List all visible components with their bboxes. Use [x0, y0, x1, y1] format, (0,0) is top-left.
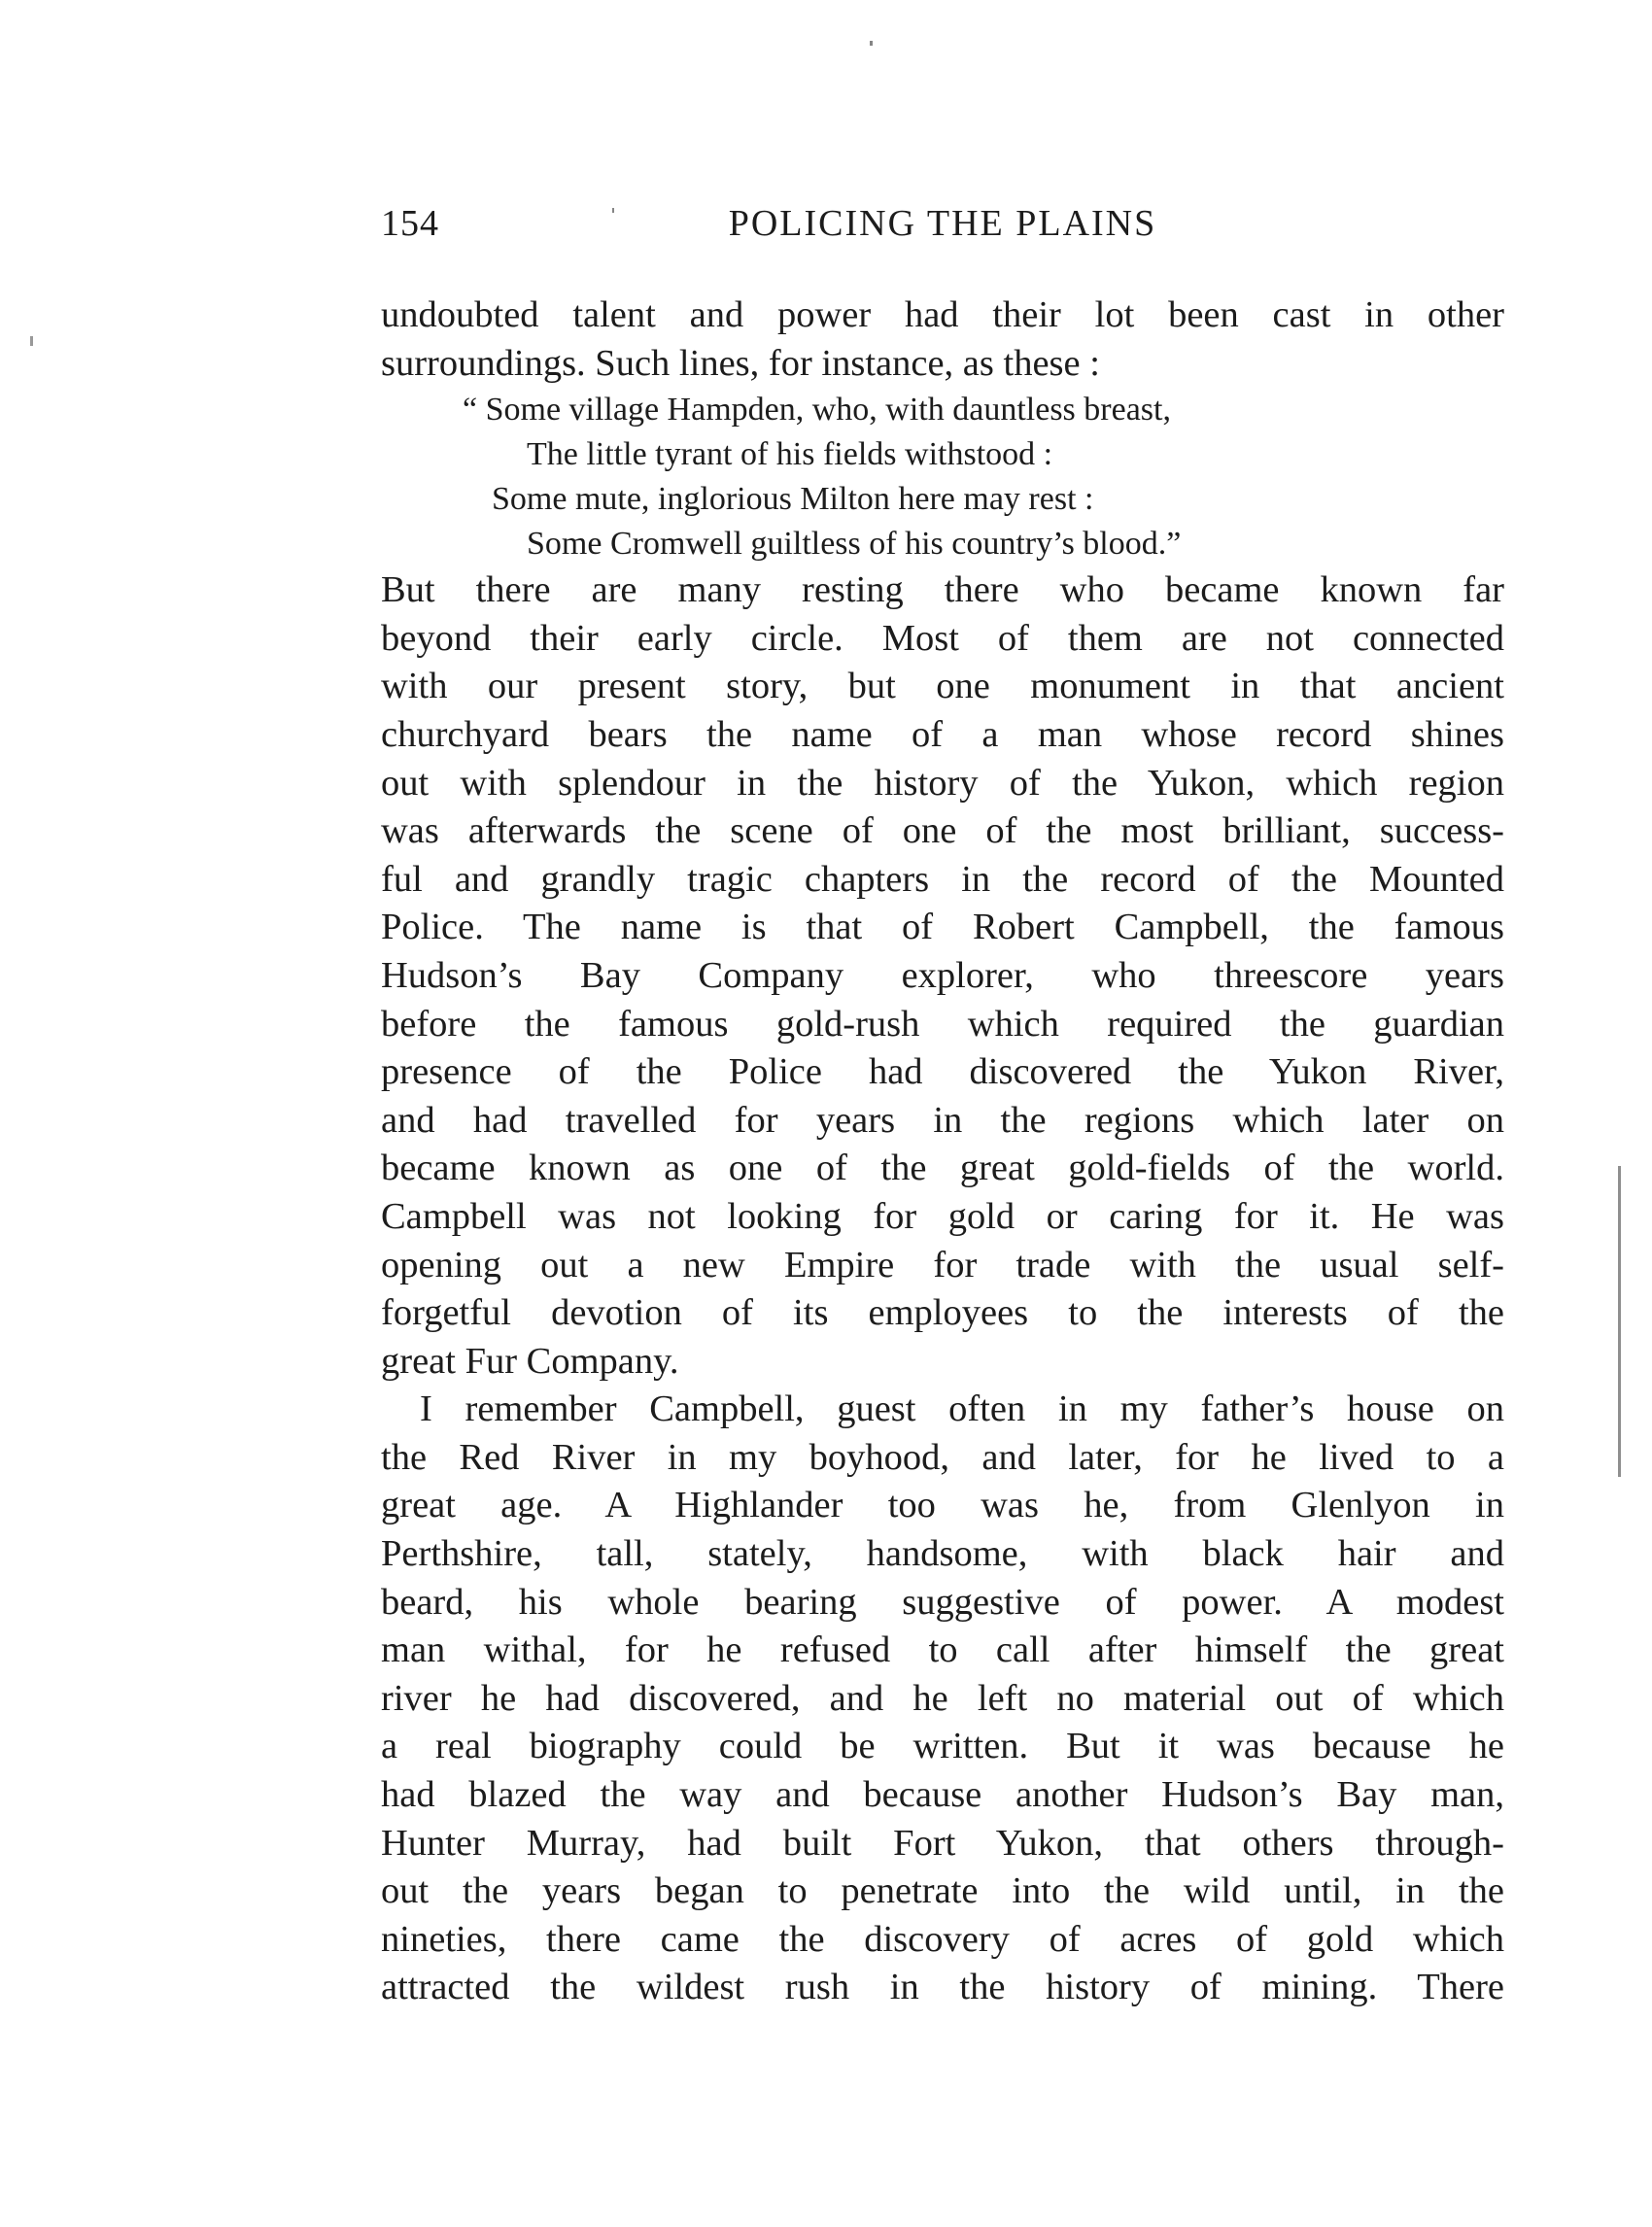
text-line: out with splendour in the history of the Yukon, which region	[381, 762, 1504, 804]
text-line: But there are many resting there who became known far	[381, 569, 1504, 611]
running-head: POLICING THE PLAINS	[728, 203, 1157, 244]
text-line: a real biography could be written. But it was because he	[381, 1726, 1504, 1767]
verse-quotation	[381, 388, 1504, 566]
verse-line: The little tyrant of his fields withstood :	[527, 436, 1053, 473]
verse-line: Some Cromwell guiltless of his country’s blood.”	[527, 526, 1182, 563]
text-line: became known as one of the great gold-fields of the world.	[381, 1148, 1504, 1189]
verse-line: “ Some village Hampden, who, with dauntless breast,	[463, 392, 1171, 428]
text-line: and had travelled for years in the regions which later on	[381, 1099, 1504, 1141]
text-line: presence of the Police had discovered the Yukon River,	[381, 1051, 1504, 1093]
text-line: churchyard bears the name of a man whose record shines	[381, 713, 1504, 755]
text-line: Hudson’s Bay Company explorer, who threescore years	[381, 954, 1504, 996]
text-line: great Fur Company.	[381, 1340, 679, 1382]
text-line: river he had discovered, and he left no material out of which	[381, 1677, 1504, 1719]
text-line: had blazed the way and because another Hudson’s Bay man,	[381, 1774, 1504, 1816]
text-line: beyond their early circle. Most of them are not connected	[381, 617, 1504, 659]
text-line: was afterwards the scene of one of the most brilliant, success-	[381, 810, 1504, 852]
text-line: forgetful devotion of its employees to the interests of the	[381, 1292, 1504, 1334]
text-line: Hunter Murray, had built Fort Yukon, that others through-	[381, 1822, 1504, 1864]
text-line: beard, his whole bearing suggestive of power. A modest	[381, 1581, 1504, 1623]
text-line: before the famous gold-rush which required the guardian	[381, 1003, 1504, 1045]
scan-speck	[30, 336, 33, 346]
paragraph-2	[381, 566, 1504, 1386]
text-line: great age. A Highlander too was he, from Glenlyon in	[381, 1485, 1504, 1526]
text-line: Campbell was not looking for gold or caring for it. He was	[381, 1195, 1504, 1237]
text-line: the Red River in my boyhood, and later, for he lived to a	[381, 1436, 1504, 1478]
binding-shadow	[1618, 1166, 1621, 1477]
text-line: undoubted talent and power had their lot been cast in other	[381, 294, 1504, 335]
paragraph-3	[381, 1386, 1504, 2012]
text-line: Police. The name is that of Robert Campbell, the famous	[381, 907, 1504, 948]
text-line: Perthshire, tall, stately, handsome, with black hair and	[381, 1533, 1504, 1575]
text-line: with our present story, but one monument in that ancient	[381, 666, 1504, 707]
paragraph-1	[381, 291, 1504, 388]
text-line: opening out a new Empire for trade with the usual self-	[381, 1244, 1504, 1285]
text-line: I remember Campbell, guest often in my father’s house on	[420, 1388, 1504, 1430]
scan-speck	[612, 208, 614, 213]
text-line: nineties, there came the discovery of acres of gold which	[381, 1918, 1504, 1960]
verse-line: Some mute, inglorious Milton here may rest :	[492, 481, 1094, 518]
text-line: surroundings. Such lines, for instance, as these :	[381, 342, 1100, 384]
body-text	[381, 291, 1504, 2012]
page-header	[381, 202, 1504, 260]
scan-speck	[870, 41, 873, 46]
page-number: 154	[381, 203, 439, 244]
text-line: attracted the wildest rush in the history of mining. There	[381, 1967, 1504, 2008]
text-line: out the years began to penetrate into the wild until, in the	[381, 1870, 1504, 1912]
text-line: ful and grandly tragic chapters in the record of the Mounted	[381, 858, 1504, 900]
text-line: man withal, for he refused to call after himself the great	[381, 1629, 1504, 1671]
